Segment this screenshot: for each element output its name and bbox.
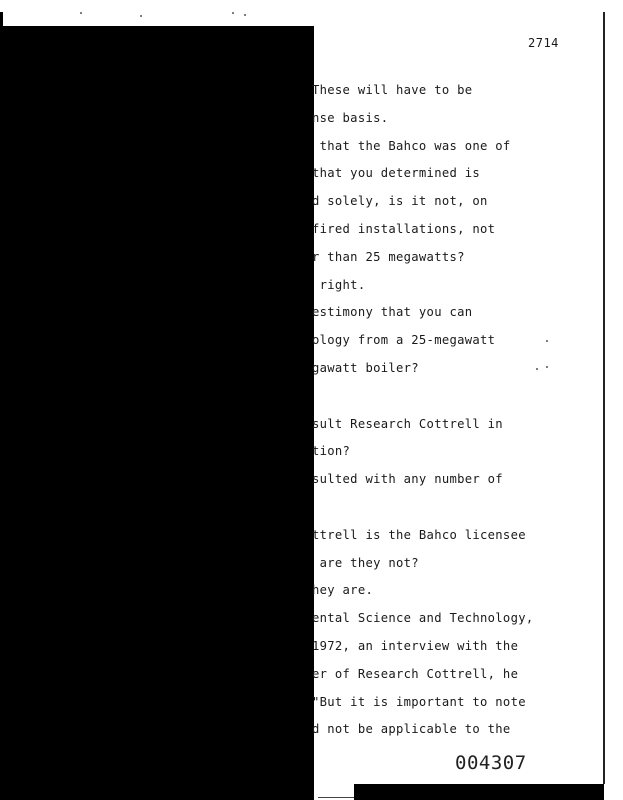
text-line [312,388,602,416]
text-line: r than 25 megawatts? [312,249,465,264]
text-line: hey are. [312,583,374,598]
text-line: d not be applicable to the [312,722,511,737]
text-line: sulted with any number of [312,472,503,487]
scan-speck [546,340,548,342]
redaction-block [0,26,314,800]
bottom-margin-rule [318,797,354,798]
text-line [312,499,602,527]
text-line: These will have to be [312,83,473,97]
text-line: estimony that you can [312,305,473,320]
scan-speck [140,15,142,17]
scan-speck [244,14,246,16]
right-margin-rule [603,12,605,784]
text-line: fired installations, not [312,221,496,236]
text-line: ttrell is the Bahco licensee [312,527,526,542]
text-line: ental Science and Technology, [312,611,534,626]
scan-speck [232,12,234,14]
redaction-bar [354,784,604,800]
scan-speck [546,366,548,368]
text-line: nse basis. [312,110,389,125]
text-line: ology from a 25-megawatt [312,333,496,348]
text-line: "But it is important to note [312,694,526,709]
text-line: tion? [312,444,351,459]
text-line: gawatt boiler? [312,360,419,375]
text-line: are they not? [312,555,419,570]
document-id-number: 004307 [455,752,527,774]
text-line: 1972, an interview with the [312,638,519,653]
text-line: d solely, is it not, on [312,194,488,209]
scan-speck [80,12,82,14]
transcript-text [312,82,602,749]
text-line: sult Research Cottrell in [312,416,503,431]
scan-speck [536,368,538,370]
text-line: right. [312,277,366,292]
text-line: that the Bahco was one of [312,138,511,153]
page-number: 2714 [528,36,559,50]
margin-mark [0,12,3,26]
text-line: that you determined is [312,166,481,181]
text-line: er of Research Cottrell, he [312,666,519,681]
